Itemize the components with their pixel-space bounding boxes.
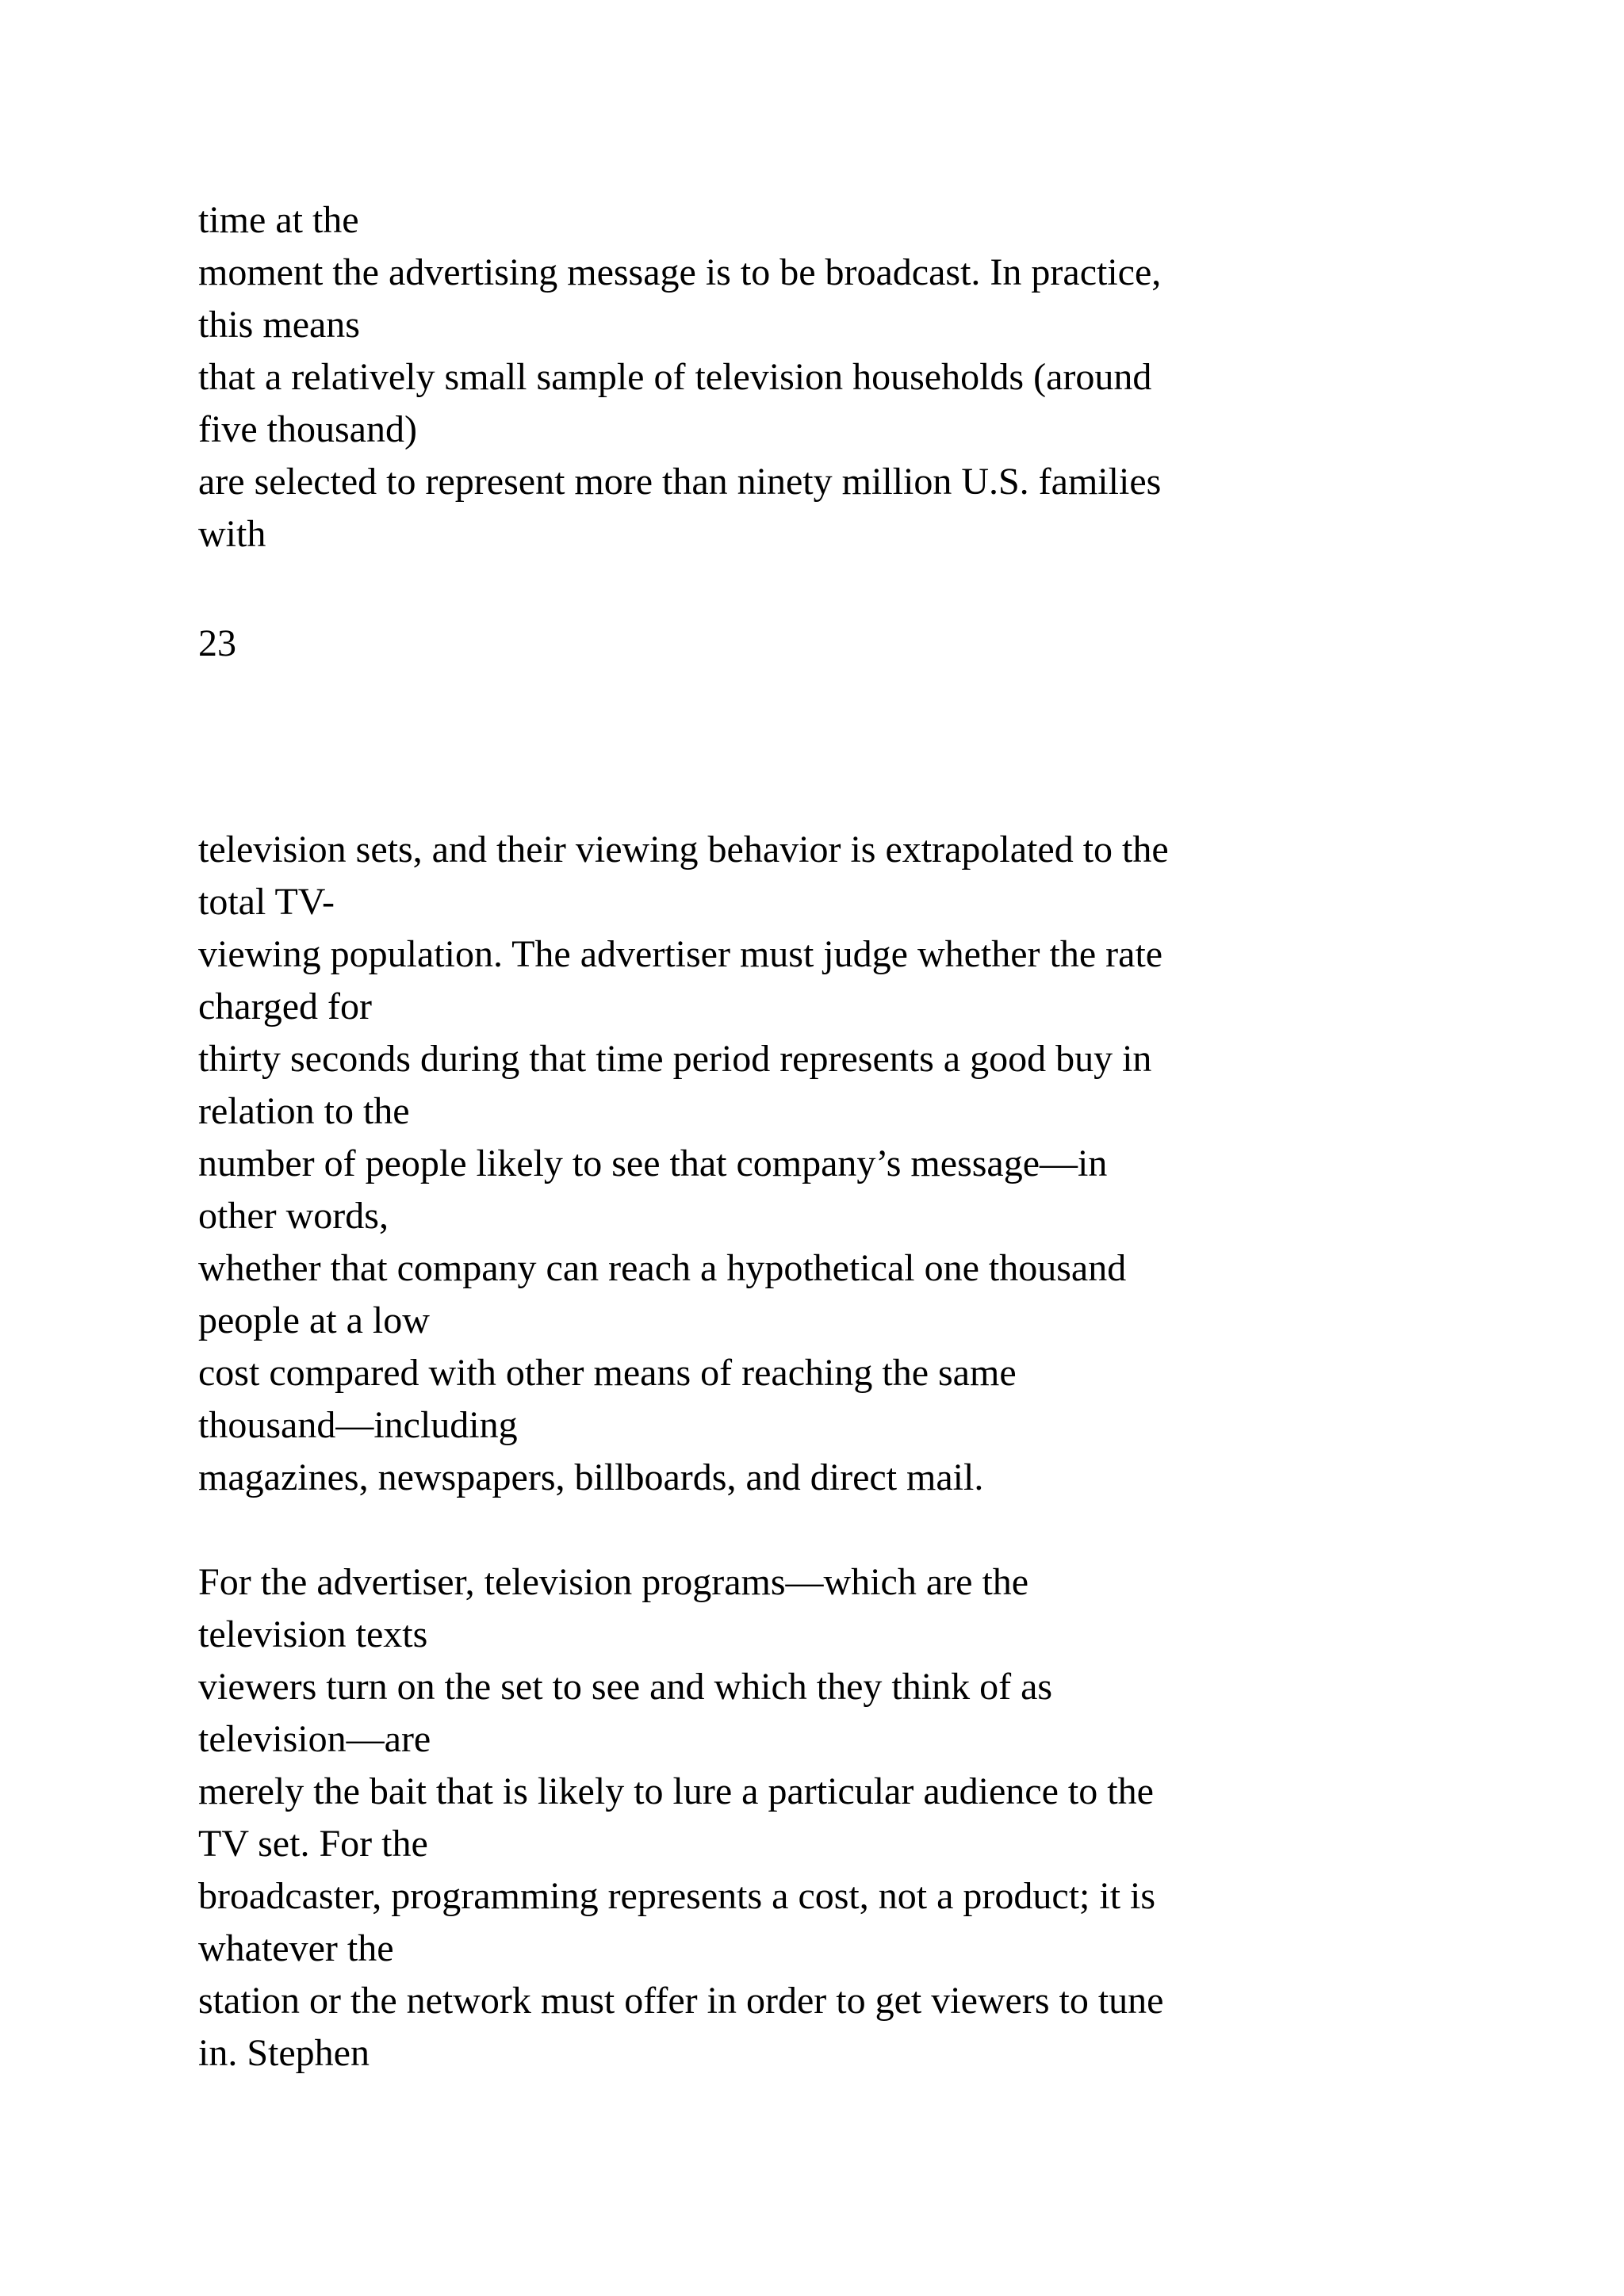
text-line: magazines, newspapers, billboards, and direct mail.: [198, 1456, 984, 1498]
text-line: whatever the: [198, 1927, 394, 1969]
text-line: cost compared with other means of reaching the same: [198, 1352, 1017, 1394]
text-line: television texts: [198, 1613, 428, 1655]
text-line: are selected to represent more than ninety million U.S. families: [198, 461, 1162, 503]
text-line: thousand—including: [198, 1404, 518, 1446]
text-line: station or the network must offer in order to get viewers to tune: [198, 1980, 1164, 2022]
text-line: people at a low: [198, 1299, 430, 1341]
text-line: that a relatively small sample of television households (around: [198, 356, 1152, 398]
text-line: For the advertiser, television programs—which are the: [198, 1561, 1029, 1603]
text-line: viewers turn on the set to see and which they think of as: [198, 1666, 1053, 1708]
text-line: time at the: [198, 199, 359, 241]
text-line: charged for: [198, 985, 372, 1027]
text-line: relation to the: [198, 1090, 410, 1132]
text-line: TV set. For the: [198, 1823, 428, 1865]
text-line: broadcaster, programming represents a cost, not a product; it is: [198, 1875, 1156, 1917]
text-line: in. Stephen: [198, 2032, 370, 2074]
page-number: 23: [198, 622, 236, 664]
text-line: total TV-: [198, 881, 335, 923]
text-line: number of people likely to see that company’s message—in: [198, 1142, 1108, 1184]
text-line: this means: [198, 304, 360, 346]
text-line: viewing population. The advertiser must judge whether the rate: [198, 933, 1163, 975]
text-line: television—are: [198, 1718, 431, 1760]
text-line: five thousand): [198, 408, 417, 450]
text-line: moment the advertising message is to be broadcast. In practice,: [198, 251, 1162, 293]
text-line: with: [198, 513, 266, 555]
text-line: whether that company can reach a hypothetical one thousand: [198, 1247, 1127, 1289]
text-line: merely the bait that is likely to lure a particular audience to the: [198, 1770, 1154, 1812]
text-line: other words,: [198, 1195, 389, 1237]
text-line: thirty seconds during that time period represents a good buy in: [198, 1038, 1152, 1080]
text-line: television sets, and their viewing behavior is extrapolated to the: [198, 828, 1169, 871]
